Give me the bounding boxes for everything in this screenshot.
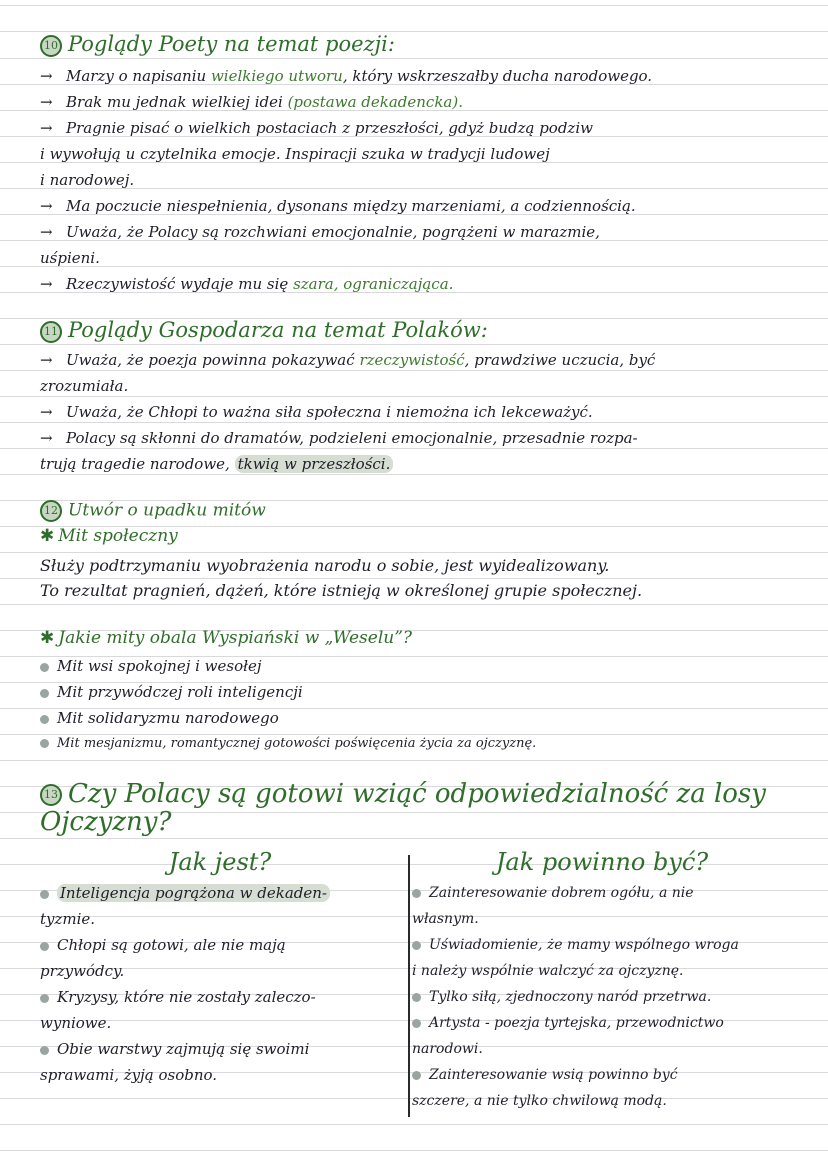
text: Uważa, że Chłopi to ważna siła społeczna i niemożna ich lekceważyć. [66, 403, 593, 421]
section-number-badge: 11 [40, 321, 62, 343]
highlight-green: rzeczywistość [359, 351, 465, 369]
text: Uważa, że poezja powinna pokazywać [66, 351, 360, 369]
text: Pragnie pisać o wielkich postaciach z przeszłości, gdyż budzą podziw [66, 119, 593, 137]
bullet-icon [412, 1071, 421, 1080]
section-10-title: Poglądy Poety na temat poezji: [68, 32, 395, 56]
note-line [40, 350, 655, 370]
arrow-icon: → [40, 351, 53, 369]
bullet-icon [40, 942, 49, 951]
asterisk-icon: ✱ [40, 526, 55, 546]
bullet-icon [412, 1019, 421, 1028]
text: Rzeczywistość wydaje mu się [66, 275, 294, 293]
arrow-icon: → [40, 119, 53, 137]
text: Chłopi są gotowi, ale nie mają [57, 936, 286, 954]
note-line: i wywołują u czytelnika emocje. Inspiracji szuka w tradycji ludowej [40, 145, 550, 163]
text: Jakie mity obala Wyspiański w „Weselu”? [58, 628, 413, 648]
text: trują tragedie narodowe, [40, 455, 235, 473]
section-13-title-cont: Ojczyzny? [40, 807, 172, 837]
list-item-cont: narodowi. [412, 1041, 483, 1057]
list-item-cont: tyzmie. [40, 910, 96, 928]
note-line [40, 274, 453, 294]
text: Marzy o napisaniu [66, 67, 211, 85]
note-line [40, 428, 638, 448]
highlight-green: wielkiego utworu [210, 67, 343, 85]
list-item [412, 1010, 792, 1036]
note-line [40, 402, 593, 422]
note-line [40, 118, 593, 138]
highlight-green: (postawa dekadencka). [287, 93, 463, 111]
bullet-icon [40, 739, 49, 748]
highlight-marker: tkwią w przeszłości. [235, 455, 394, 473]
arrow-icon: → [40, 93, 53, 111]
list-item [40, 880, 400, 906]
text: , prawdziwe uczucia, być [464, 351, 656, 369]
text: Artysta - poezja tyrtejska, przewodnictwo [429, 1015, 724, 1031]
list-item [40, 734, 536, 754]
list-item [40, 932, 400, 958]
note-line: i narodowej. [40, 171, 135, 189]
text: Mit przywódczej roli inteligencji [57, 683, 303, 701]
list-item [412, 932, 792, 958]
column-heading: Jak powinno być? [495, 848, 709, 876]
note-line: uśpieni. [40, 249, 100, 267]
list-item [40, 682, 303, 702]
text: Uświadomienie, że mamy wspólnego wroga [429, 937, 739, 953]
text: Obie warstwy zajmują się swoimi [57, 1040, 310, 1058]
text: Mit mesjanizmu, romantycznej gotowości poświęcenia życia za ojczyznę. [57, 736, 537, 751]
section-11-title: Poglądy Gospodarza na temat Polaków: [68, 318, 488, 342]
subheading [40, 526, 178, 546]
text: Brak mu jednak wielkiej idei [66, 93, 288, 111]
section-number-badge: 10 [40, 35, 62, 57]
note-line [40, 454, 393, 474]
arrow-icon: → [40, 223, 53, 241]
arrow-icon: → [40, 197, 53, 215]
note-line: zrozumiała. [40, 377, 129, 395]
list-item-cont: przywódcy. [40, 962, 125, 980]
asterisk-icon: ✱ [40, 628, 55, 648]
text: Kryzysy, które nie zostały zaleczo- [57, 988, 316, 1006]
section-12-title: Utwór o upadku mitów [68, 500, 266, 521]
text: Mit społeczny [58, 526, 178, 546]
note-line [40, 222, 600, 242]
text: Tylko siłą, zjednoczony naród przetrwa. [429, 989, 712, 1005]
section-11-heading [40, 320, 488, 343]
column-desired-state [412, 848, 792, 1114]
note-line: Służy podtrzymaniu wyobrażenia narodu o sobie, jest wyidealizowany. [40, 556, 610, 575]
section-10-heading [40, 34, 395, 57]
note-line [40, 92, 463, 112]
arrow-icon: → [40, 275, 53, 293]
list-item [40, 708, 279, 728]
bullet-icon [40, 715, 49, 724]
bullet-icon [412, 889, 421, 898]
note-line [40, 66, 652, 86]
text: Zainteresowanie wsią powinno być [429, 1067, 678, 1083]
text: Mit solidaryzmu narodowego [57, 709, 279, 727]
column-divider [408, 855, 410, 1117]
section-number-badge: 12 [40, 500, 62, 522]
text: Polacy są skłonni do dramatów, podzieleni emocjonalnie, przesadnie rozpa- [66, 429, 638, 447]
list-item [40, 1036, 400, 1062]
text: Ma poczucie niespełnienia, dysonans między marzeniami, a codziennością. [66, 197, 636, 215]
list-item-cont: sprawami, żyją osobno. [40, 1066, 218, 1084]
note-line [40, 196, 636, 216]
text: , który wskrzeszałby ducha narodowego. [342, 67, 653, 85]
bullet-icon [412, 941, 421, 950]
subheading [40, 628, 412, 648]
bullet-icon [412, 993, 421, 1002]
list-item [40, 984, 400, 1010]
bullet-icon [40, 994, 49, 1003]
list-item [412, 984, 792, 1010]
text: Zainteresowanie dobrem ogółu, a nie [429, 885, 694, 901]
column-current-state [40, 848, 400, 1088]
text: Inteligencja pogrążona w dekaden- [57, 884, 330, 902]
list-item-cont: własnym. [412, 911, 479, 927]
list-item-cont: szczere, a nie tylko chwilową modą. [412, 1093, 667, 1109]
section-number-badge: 13 [40, 784, 62, 806]
text: Uważa, że Polacy są rozchwiani emocjonalnie, pogrążeni w marazmie, [66, 223, 600, 241]
bullet-icon [40, 689, 49, 698]
column-heading: Jak jest? [168, 848, 272, 876]
bullet-icon [40, 890, 49, 899]
list-item [412, 1062, 792, 1088]
list-item [40, 656, 262, 676]
text: Mit wsi spokojnej i wesołej [57, 657, 262, 675]
note-line: To rezultat pragnień, dążeń, które istnieją w określonej grupie społecznej. [40, 581, 643, 600]
section-13-heading [40, 779, 766, 809]
arrow-icon: → [40, 403, 53, 421]
arrow-icon: → [40, 67, 53, 85]
list-item-cont: i należy wspólnie walczyć za ojczyznę. [412, 963, 684, 979]
arrow-icon: → [40, 429, 53, 447]
list-item-cont: wyniowe. [40, 1014, 112, 1032]
highlight-green: szara, ograniczająca. [293, 275, 454, 293]
section-13-title: Czy Polacy są gotowi wziąć odpowiedzialność za losy [68, 779, 766, 809]
bullet-icon [40, 1046, 49, 1055]
bullet-icon [40, 663, 49, 672]
section-12-heading [40, 500, 266, 522]
list-item [412, 880, 792, 906]
